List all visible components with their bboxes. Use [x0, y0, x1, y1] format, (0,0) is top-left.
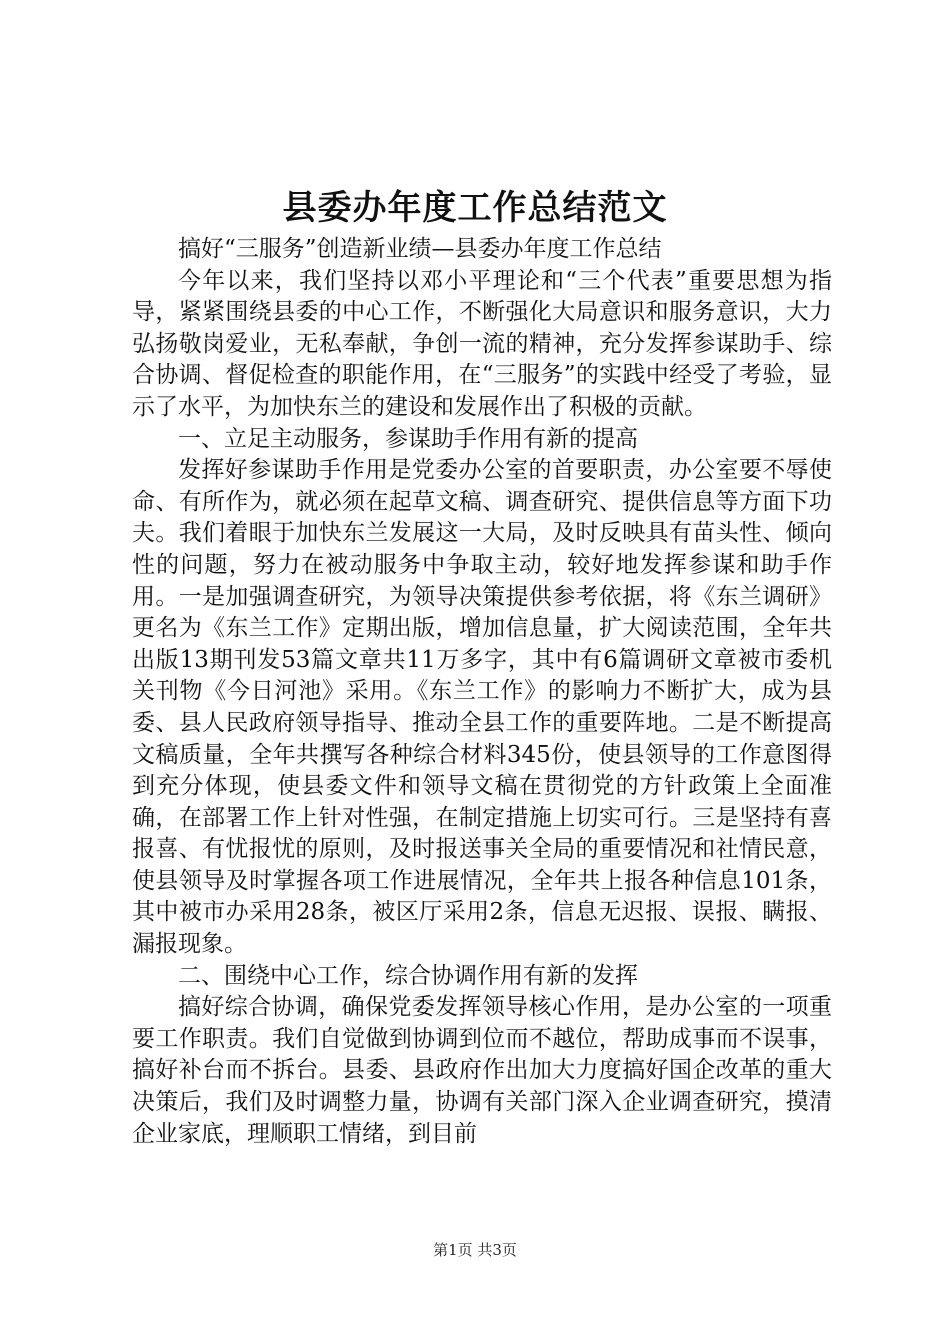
section-2-paragraph: 搞好综合协调，确保党委发挥领导核心作用，是办公室的一项重要工作职责。我们自觉做到协调到位而不越位，帮助成事而不误事，搞好补台而不拆台。县委、县政府作出加大力度搞好国企改革的重大决策后，我们及时调整力量，协调有关部门深入企业调查研究，摸清企业家底，理顺职工情绪，到目前 — [132, 994, 832, 1147]
document-title: 县委办年度工作总结范文 — [282, 188, 668, 228]
document-body — [132, 234, 832, 1150]
section-heading-1: 一、立足主动服务，参谋助手作用有新的提高 — [178, 425, 638, 452]
intro-paragraph: 今年以来，我们坚持以邓小平理论和“三个代表”重要思想为指导，紧紧围绕县委的中心工作，不断强化大局意识和服务意识，大力弘扬敬岗爱业，无私奉献，争创一流的精神，充分发挥参谋助手、综合协调、督促检查的职能作用，在“三服务”的实践中经受了考验，显示了水平，为加快东兰的建设和发展作出了积极的贡献。 — [132, 267, 832, 420]
section-heading-2: 二、围绕中心工作，综合协调作用有新的发挥 — [178, 962, 638, 989]
section-1-paragraph: 发挥好参谋助手作用是党委办公室的首要职责，办公室要不辱使命、有所作为，就必须在起草文稿、调查研究、提供信息等方面下功夫。我们着眼于加快东兰发展这一大局，及时反映具有苗头性、倾向性的问题，努力在被动服务中争取主动，较好地发挥参谋和助手作用。一是加强调查研究，为领导决策提供参考依据，将《东兰调研》更名为《东兰工作》定期出版，增加信息量，扩大阅读范围，全年共出版13期刊发53篇文章共11万多字，其中有6篇调研文章被市委机关刊物《今日河池》采用。《东兰工作》的影响力不断扩大，成为县委、县人民政府领导指导、推动全县工作的重要阵地。二是不断提高文稿质量，全年共撰写各种综合材料345份，使县领导的工作意图得到充分体现，使县委文件和领导文稿在贯彻党的方针政策上全面准确，在部署工作上针对性强，在制定措施上切实可行。三是坚持有喜报喜、有忧报忧的原则，及时报送事关全局的重要情况和社情民意，使县领导及时掌握各项工作进展情况，全年共上报各种信息101条，其中被市办采用28条，被区厅采用2条，信息无迟报、误报、瞒报、漏报现象。 — [132, 457, 832, 958]
subtitle-paragraph: 搞好“三服务”创造新业绩—县委办年度工作总结 — [178, 236, 662, 262]
page-footer: 第1页 共3页 — [433, 1241, 517, 1259]
